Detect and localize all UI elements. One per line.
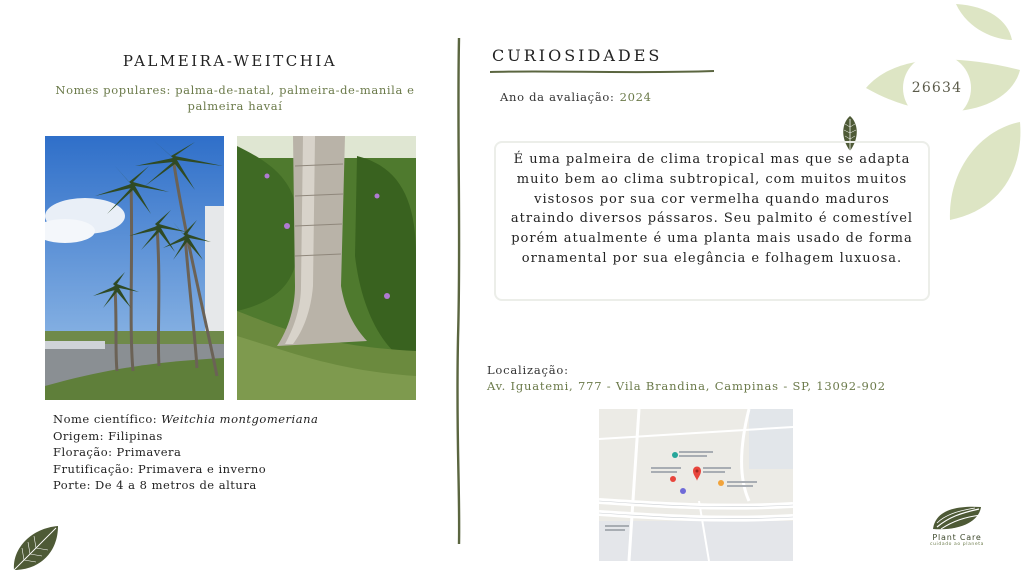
photo-palm-trunk	[237, 136, 416, 400]
plant-id-number: 26634	[911, 80, 963, 96]
info-origin	[53, 428, 318, 445]
popular-names-value: palma-de-natal, palmeira-de-manila e palmeira havaí	[175, 83, 415, 113]
popular-names	[30, 82, 440, 114]
evaluation-year	[500, 90, 652, 104]
map-poi-icon	[680, 488, 686, 494]
info-size-label: Porte:	[53, 478, 91, 492]
info-fruiting	[53, 461, 318, 478]
leaf-shape-top	[956, 4, 1012, 40]
map-poi-icon	[718, 480, 724, 486]
popular-names-label: Nomes populares:	[55, 83, 171, 97]
location-map[interactable]	[599, 409, 793, 561]
info-scientific-name	[53, 411, 318, 428]
evaluation-year-value: 2024	[619, 90, 652, 104]
curiosities-underline	[490, 68, 714, 76]
info-size	[53, 477, 318, 494]
info-fruiting-value: Primavera e inverno	[138, 461, 267, 476]
info-fruiting-label: Frutificação:	[53, 461, 135, 476]
map-poi-icon	[670, 476, 676, 482]
info-origin-label: Origem:	[53, 428, 105, 443]
column-divider	[454, 38, 464, 544]
logo-leaf-icon	[931, 503, 983, 531]
plant-info	[53, 411, 318, 494]
info-size-value: De 4 a 8 metros de altura	[95, 478, 257, 492]
logo-tagline: cuidado ao planeta	[930, 542, 984, 547]
info-flowering	[53, 444, 318, 461]
leaf-shape-bottom	[950, 122, 1021, 220]
photo-palm-trees	[45, 136, 224, 400]
info-flowering-label: Floração:	[53, 445, 113, 459]
location-label: Localização:	[487, 363, 569, 377]
location-address: Av. Iguatemi, 777 - Vila Brandina, Campinas - SP, 13092-902	[487, 379, 886, 393]
logo-name: Plant Care	[932, 533, 982, 542]
info-origin-value: Filipinas	[108, 428, 163, 443]
plant-care-logo	[920, 503, 994, 551]
info-scientific-label: Nome científico:	[53, 412, 158, 426]
plant-title: PALMEIRA-WEITCHIA	[122, 52, 338, 70]
curiosities-title: CURIOSIDADES	[492, 46, 663, 65]
curiosities-text: É uma palmeira de clima tropical mas que se adapta muito bem ao clima subtropical, com muitos muitos vistosos por sua cor vermelha quando maduros atraindo diversos pássaros. Seu palmito é comestível porém atualmente é uma planta mais usado de forma ornamental por sua elegância e folhagem luxuosa.	[494, 141, 930, 301]
info-scientific-value: Weitchia montgomeriana	[161, 412, 319, 426]
leaf-icon	[10, 522, 60, 572]
evaluation-year-label: Ano da avaliação:	[500, 90, 615, 104]
info-flowering-value: Primavera	[116, 445, 182, 459]
map-poi-icon	[672, 452, 678, 458]
